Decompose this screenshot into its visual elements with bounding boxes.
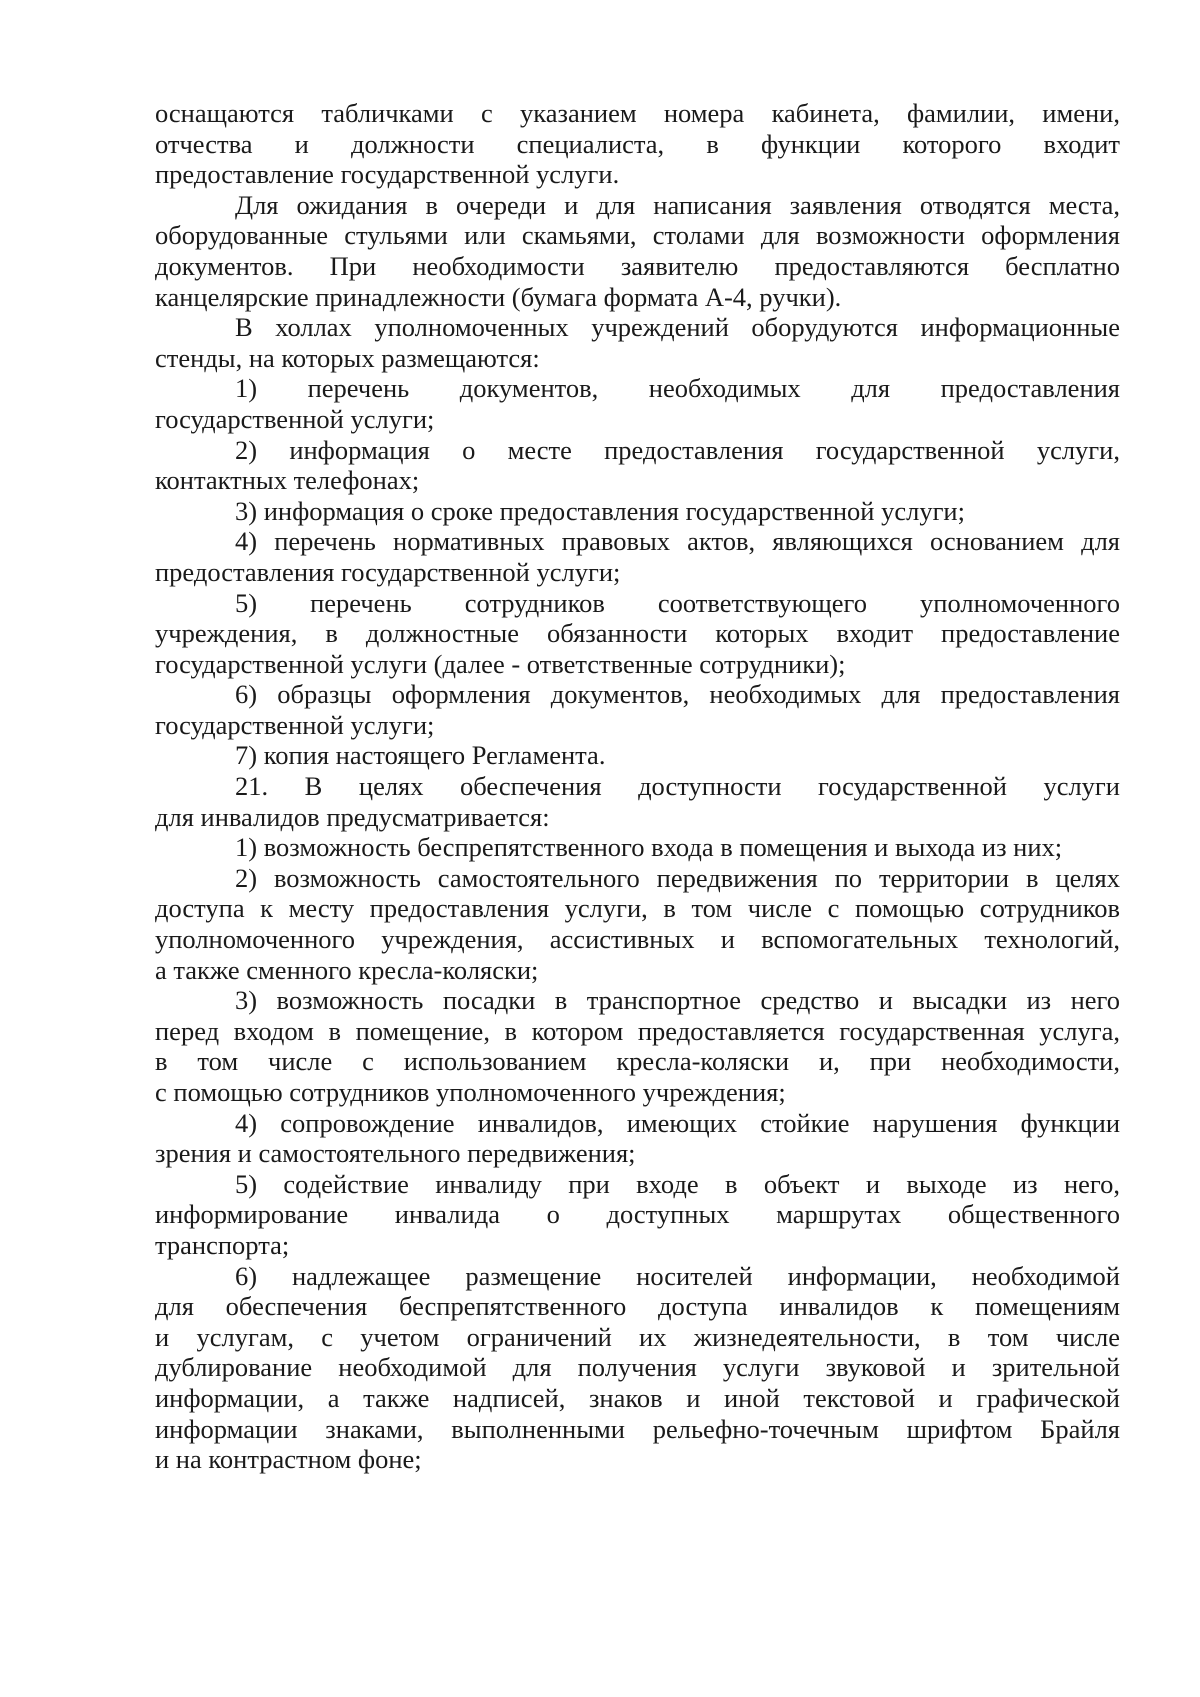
text-line: информирование инвалида о доступных маршрутах общественного <box>155 1199 1120 1230</box>
text-line: уполномоченного учреждения, ассистивных и вспомогательных технологий, <box>155 924 1120 955</box>
text-line: государственной услуги; <box>155 403 435 434</box>
text-line: 7) копия настоящего Регламента. <box>235 740 606 771</box>
paragraph <box>155 98 1120 190</box>
text-line: предоставления государственной услуги; <box>155 556 621 587</box>
text-line: учреждения, в должностные обязанности которых входит предоставление <box>155 618 1120 649</box>
text-line: 3) возможность посадки в транспортное средство и высадки из него <box>235 985 1120 1016</box>
text-line: 3) информация о сроке предоставления государственной услуги; <box>235 495 965 526</box>
paragraph <box>155 588 1120 680</box>
text-line: а также сменного кресла-коляски; <box>155 954 539 985</box>
paragraph <box>155 1169 1120 1261</box>
paragraph <box>155 190 1120 312</box>
text-line: 6) надлежащее размещение носителей информации, необходимой <box>235 1260 1120 1291</box>
text-line: 4) перечень нормативных правовых актов, являющихся основанием для <box>235 526 1120 557</box>
text-line: для инвалидов предусматривается: <box>155 801 550 832</box>
text-line: предоставление государственной услуги. <box>155 159 620 190</box>
document-body <box>155 98 1120 1475</box>
text-line: транспорта; <box>155 1229 290 1260</box>
text-line: доступа к месту предоставления услуги, в том числе с помощью сотрудников <box>155 893 1120 924</box>
paragraph <box>155 832 1120 863</box>
text-line: 4) сопровождение инвалидов, имеющих стойкие нарушения функции <box>235 1107 1120 1138</box>
text-line: 2) информация о месте предоставления государственной услуги, <box>235 434 1120 465</box>
text-line: и услугам, с учетом ограничений их жизнедеятельности, в том числе <box>155 1321 1120 1352</box>
paragraph <box>155 985 1120 1107</box>
text-line: контактных телефонах; <box>155 465 420 496</box>
text-line: В холлах уполномоченных учреждений оборудуются информационные <box>235 312 1120 343</box>
text-line: 21. В целях обеспечения доступности государственной услуги <box>235 771 1120 802</box>
text-line: для обеспечения беспрепятственного доступа инвалидов к помещениям <box>155 1291 1120 1322</box>
text-line: оборудованные стульями или скамьями, столами для возможности оформления <box>155 220 1120 251</box>
text-line: 6) образцы оформления документов, необходимых для предоставления <box>235 679 1120 710</box>
text-line: в том числе с использованием кресла-коляски и, при необходимости, <box>155 1046 1120 1077</box>
text-line: отчества и должности специалиста, в функции которого входит <box>155 128 1120 159</box>
text-line: оснащаются табличками с указанием номера кабинета, фамилии, имени, <box>155 98 1120 128</box>
text-line: и на контрастном фоне; <box>155 1444 422 1475</box>
text-line: зрения и самостоятельного передвижения; <box>155 1138 636 1169</box>
text-line: с помощью сотрудников уполномоченного учреждения; <box>155 1077 786 1107</box>
text-line: государственной услуги; <box>155 709 435 740</box>
text-line: 1) перечень документов, необходимых для предоставления <box>235 373 1120 404</box>
paragraph <box>155 312 1120 373</box>
text-line: 1) возможность беспрепятственного входа в помещения и выхода из них; <box>235 832 1063 863</box>
paragraph <box>155 373 1120 434</box>
text-line: стенды, на которых размещаются: <box>155 342 540 373</box>
text-line: перед входом в помещение, в котором предоставляется государственная услуга, <box>155 1015 1120 1046</box>
paragraph <box>155 1261 1120 1475</box>
text-line: 2) возможность самостоятельного передвижения по территории в целях <box>235 862 1120 893</box>
paragraph <box>155 679 1120 740</box>
text-line: 5) содействие инвалиду при входе в объект и выходе из него, <box>235 1168 1120 1199</box>
text-line: информации знаками, выполненными рельефно-точечным шрифтом Брайля <box>155 1413 1120 1444</box>
text-line: Для ожидания в очереди и для написания заявления отводятся места, <box>235 189 1120 220</box>
text-line: государственной услуги (далее - ответственные сотрудники); <box>155 648 846 679</box>
text-line: документов. При необходимости заявителю предоставляются бесплатно <box>155 250 1120 281</box>
paragraph <box>155 863 1120 985</box>
text-line: 5) перечень сотрудников соответствующего уполномоченного <box>235 587 1120 618</box>
paragraph <box>155 435 1120 496</box>
paragraph <box>155 496 1120 527</box>
paragraph <box>155 740 1120 771</box>
text-line: дублирование необходимой для получения услуги звуковой и зрительной <box>155 1352 1120 1383</box>
paragraph <box>155 771 1120 832</box>
paragraph <box>155 1108 1120 1169</box>
paragraph <box>155 526 1120 587</box>
text-line: канцелярские принадлежности (бумага формата А-4, ручки). <box>155 281 842 312</box>
text-line: информации, а также надписей, знаков и иной текстовой и графической <box>155 1382 1120 1413</box>
